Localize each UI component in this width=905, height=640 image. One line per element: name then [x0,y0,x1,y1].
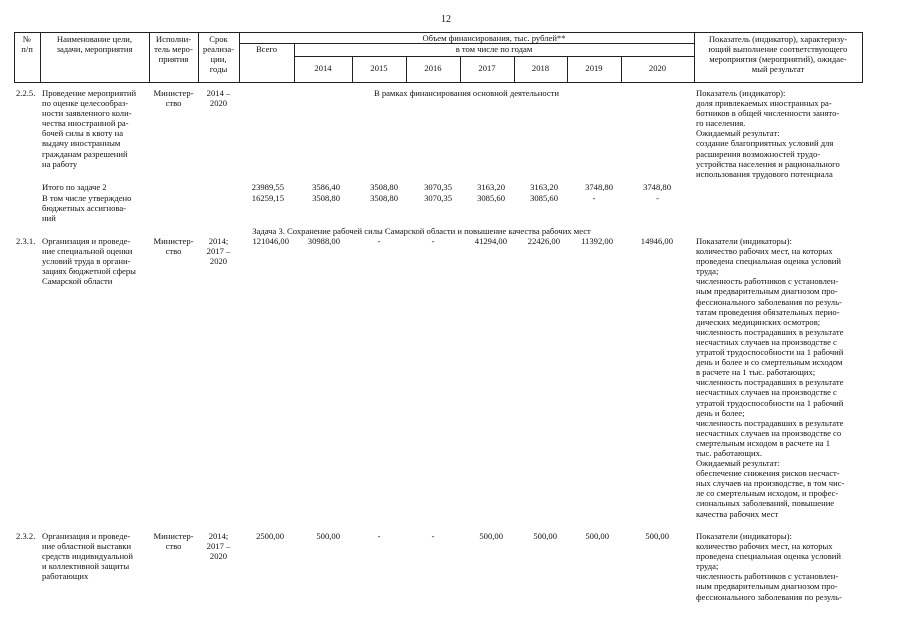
task3-title: Задача 3. Сохранение рабочей силы Самарской области и повышение качества рабочих мест [252,226,591,236]
header-name: Наименование цели, задачи, мероприятия [56,34,133,55]
header-total: Всего [255,44,278,54]
value-total: 121046,00 [252,236,289,246]
value-2015: 3508,80 [370,193,398,203]
header-year-2014: 2014 [314,63,332,73]
value-total: 2500,00 [256,531,284,541]
header-year-2016: 2016 [424,63,442,73]
header-by-years: в том числе по годам [455,44,533,54]
header-indicator: Показатель (индикатор), характеризу- ющий выполнение соответствующего мероприятия (мероприятий), ожидае- мый результат [708,34,848,75]
row-executor: Министер- ство [153,531,194,552]
header-year-2020: 2020 [648,63,667,73]
header-year-2015: 2015 [370,63,388,73]
page-number: 12 [441,14,451,25]
value-2016: 3070,35 [424,193,452,203]
value-2014: 3586,40 [312,182,340,192]
header-funding-title: Объем финансирования, тыс. рублей** [422,33,566,43]
value-2020: 500,00 [645,531,669,541]
value-2017: 41294,00 [474,236,507,246]
row-term: 2014; 2017 – 2020 [206,531,231,562]
header-executor: Исполни- тель меро- приятия [154,34,193,65]
row-term: 2014 – 2020 [206,88,231,109]
value-2014: 30988,00 [307,236,340,246]
value-2020: 3748,80 [643,182,671,192]
value-2019: - [592,193,596,203]
row-name: Организация и проведе- ние областной выставки средств индивидуальной и коллективной защиты работающих [42,531,133,582]
value-2018: 3085,60 [530,193,558,203]
row-term: 2014; 2017 – 2020 [206,236,231,267]
value-2018: 3163,20 [530,182,558,192]
value-2017: 3163,20 [477,182,505,192]
value-2014: 3508,80 [312,193,340,203]
header-term: Срок реализа- ции, годы [202,34,235,75]
value-2019: 500,00 [585,531,609,541]
value-2018: 22426,00 [527,236,560,246]
row-executor: Министер- ство [153,88,194,109]
row-label: Итого по задаче 2 [42,182,107,192]
row-number: 2.3.1. [16,236,36,246]
row-name: Проведение мероприятий по оценке целесообраз- ности заявленного коли- чества иностранной ра- бочей силы в квоту на выдачу иностранным гражданам разрешений на работу [42,88,137,169]
value-2015: - [377,531,381,541]
row-number: 2.3.2. [16,531,36,541]
value-2019: 3748,80 [585,182,613,192]
border-right [862,32,863,83]
value-2020: 14946,00 [640,236,673,246]
row-name: Организация и проведе- ние специальной оценки условий труда в органи- зациях бюджетной сферы Самарской области [42,236,136,287]
value-total: 16259,15 [251,193,284,203]
row-number: 2.2.5. [16,88,36,98]
value-2014: 500,00 [316,531,340,541]
header-year-2017: 2017 [478,63,496,73]
value-2016: - [431,236,435,246]
value-2016: 3070,35 [424,182,452,192]
row-executor: Министер- ство [153,236,194,257]
header-num: № п/п [21,34,33,55]
value-2015: - [377,236,381,246]
row-indicator: Показатель (индикатор): доля привлекаемых иностранных ра- ботников в общей численности занято- го населения. Ожидаемый результат: создание благоприятных условий для расширения возможностей трудо- устройства населения и рационального использования трудового потенциала [696,88,840,179]
row-indicator: Показатели (индикаторы): количество рабочих мест, на которых проведена специальная оценка условий труда; численность работников с установлен- ным предварительным диагнозом про- фессионального заболевания по резуль- татам проведения обязательных перио- дических медицинских осмотров; численность пострадавших в результате несчастных случаев на производстве с утратой трудоспособности на 1 рабочий день и более и со смертельным исходом в расчете на 1 тыс. работающих; численность пострадавших в результате несчастных случаев на производстве с утратой трудоспособности на 1 рабочий день и более; численность пострадавших в результате несчастных случаев на производстве со смертельным исходом в расчете на 1 тыс. работающих. Ожидаемый результат: обеспечение снижения рисков несчаст- ных случаев на производстве, в том чис- ле со смертельным исходом, и профес- сиональных заболеваний, повышение качества рабочих мест [696,236,845,519]
value-2020: - [656,193,659,203]
value-2016: - [431,531,435,541]
row-funding-note: В рамках финансирования основной деятельности [373,88,560,98]
value-2017: 3085,60 [477,193,505,203]
header-year-2019: 2019 [585,63,603,73]
value-2017: 500,00 [479,531,503,541]
header-year-2018: 2018 [531,63,550,73]
row-label: В том числе утверждено бюджетных ассигнова- ний [42,193,132,224]
value-2015: 3508,80 [370,182,398,192]
value-2019: 11392,00 [581,236,613,246]
value-2018: 500,00 [533,531,557,541]
divider-term-total [239,32,240,83]
row-indicator: Показатели (индикаторы): количество рабочих мест, на которых проведена специальная оценка условий труда; численность работников с установлен- ным предварительным диагнозом про- фессионального заболевания по резуль- [696,531,842,602]
header-bottom-border [14,82,863,83]
years-header-divider [294,56,694,57]
value-total: 23989,55 [251,182,284,192]
